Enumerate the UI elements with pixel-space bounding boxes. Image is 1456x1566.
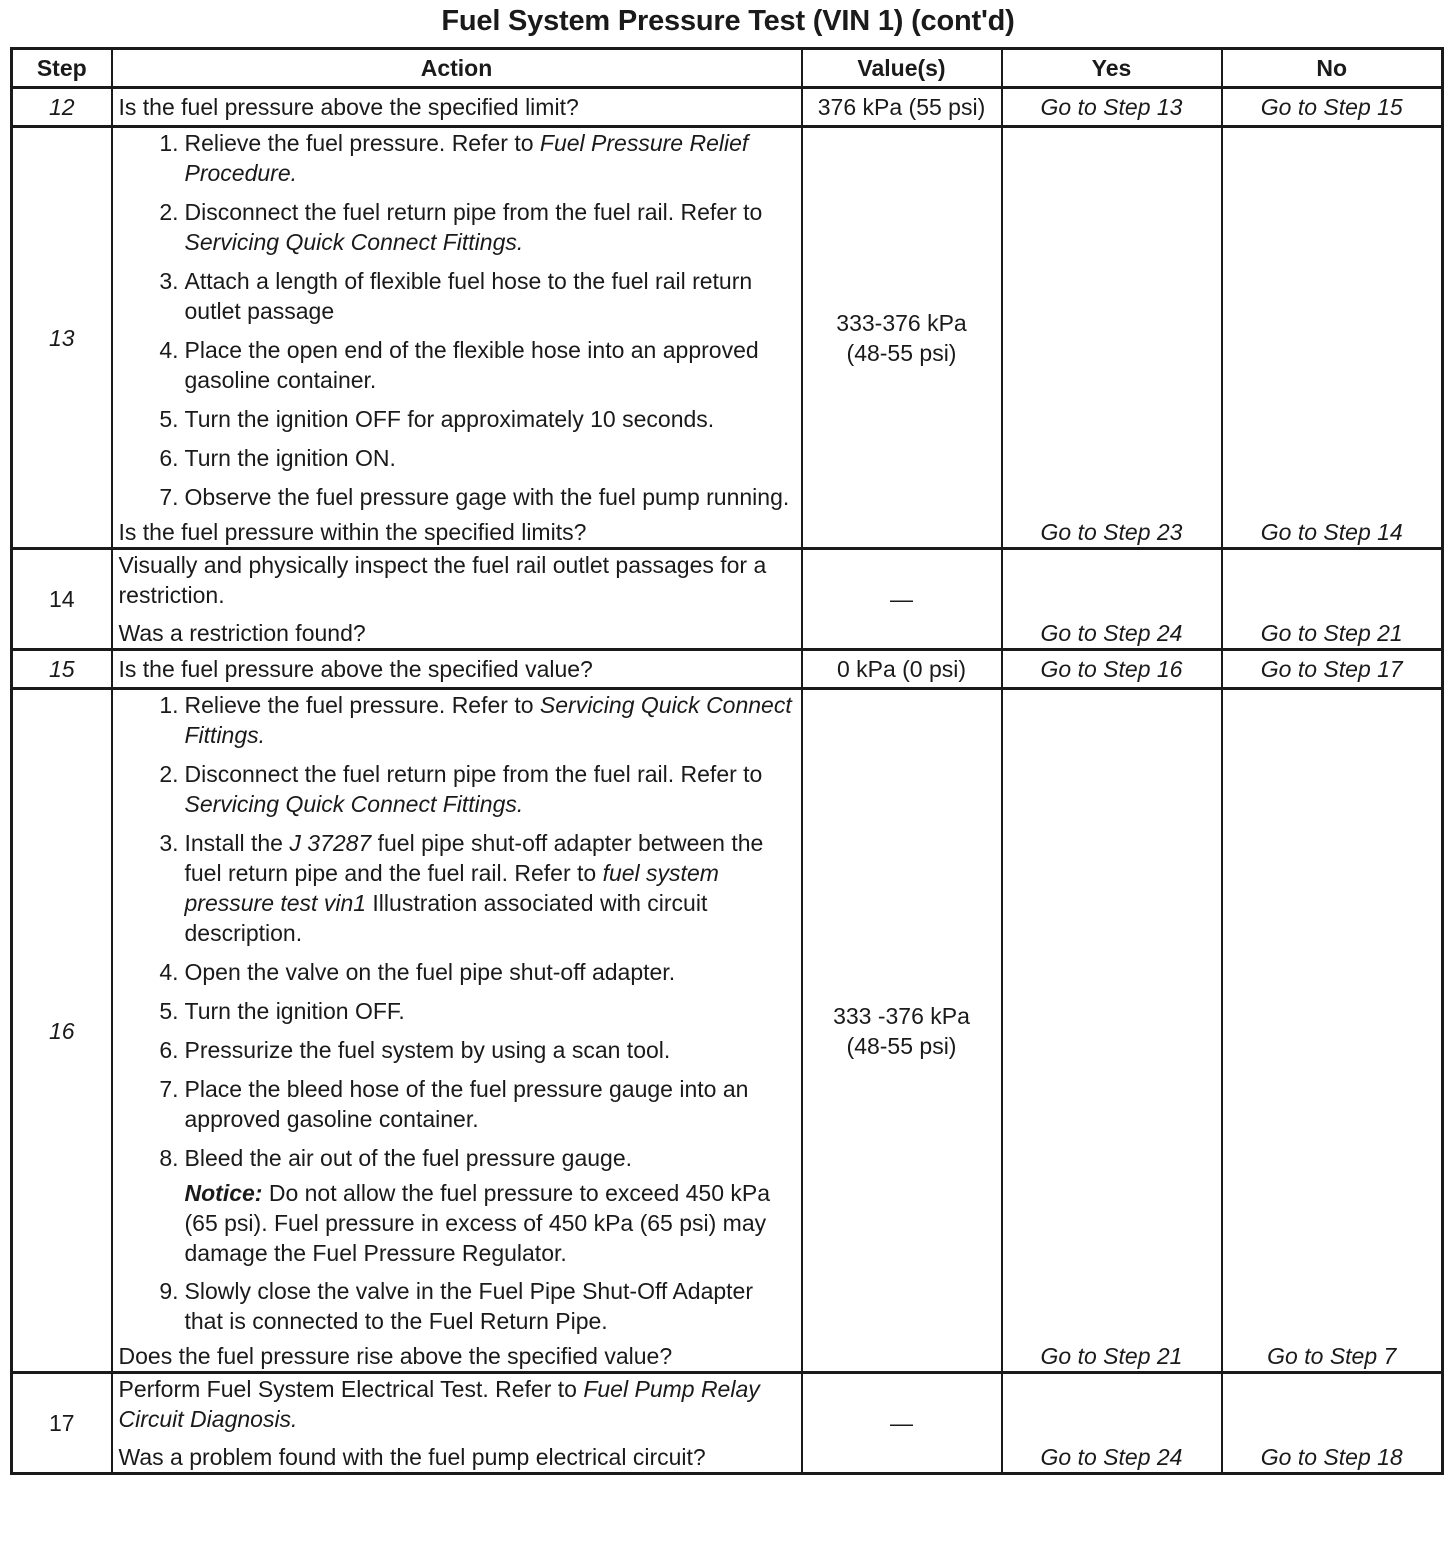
notice-block <box>185 1178 795 1268</box>
item-text: Bleed the air out of the fuel pressure gauge. <box>184 1145 633 1171</box>
step-number: 13 <box>12 127 112 549</box>
value-cell: — <box>802 549 1002 650</box>
item-number: 5. <box>159 998 179 1024</box>
table-row-step-17 <box>12 1373 1443 1474</box>
table-row-step-14 <box>12 549 1443 650</box>
header-step: Step <box>12 49 112 88</box>
yes-link[interactable]: Go to Step 21 <box>1002 689 1222 1373</box>
item-text: Turn the ignition OFF. <box>184 998 405 1024</box>
tool-number: J 37287 <box>289 830 372 856</box>
list-item <box>119 404 795 434</box>
no-link[interactable]: Go to Step 14 <box>1222 127 1443 549</box>
item-number: 2. <box>159 761 179 787</box>
list-item <box>119 197 795 257</box>
item-number: 6. <box>159 445 179 471</box>
action-text <box>119 1374 795 1434</box>
list-item <box>119 690 795 750</box>
list-item <box>119 1035 795 1065</box>
yes-link[interactable]: Go to Step 16 <box>1002 650 1222 689</box>
item-text: Illustration associated with circuit description. <box>184 890 708 946</box>
item-text: Relieve the fuel pressure. Refer to <box>184 692 540 718</box>
value-psi: (48-55 psi) <box>846 1032 957 1059</box>
step-number: 12 <box>12 88 112 127</box>
yes-link[interactable]: Go to Step 24 <box>1002 1373 1222 1474</box>
action-question: Is the fuel pressure within the specified limits? <box>118 519 587 545</box>
list-item <box>119 1276 795 1336</box>
list-item <box>119 957 795 987</box>
value-pressure: 333-376 kPa <box>836 309 967 336</box>
item-text: Attach a length of flexible fuel hose to the fuel rail return outlet passage <box>184 268 753 324</box>
notice-label: Notice: <box>184 1180 263 1206</box>
list-item <box>119 482 795 512</box>
item-number: 3. <box>159 830 179 856</box>
step-number: 17 <box>12 1373 112 1474</box>
item-text: Place the bleed hose of the fuel pressure gauge into an approved gasoline container. <box>184 1076 749 1132</box>
value-cell: 0 kPa (0 psi) <box>802 650 1002 689</box>
procedure-list <box>119 128 795 512</box>
list-item <box>119 1143 795 1173</box>
header-action: Action <box>112 49 802 88</box>
list-item <box>119 128 795 188</box>
step-number: 14 <box>12 549 112 650</box>
value-pressure: 333 -376 kPa <box>833 1002 970 1029</box>
list-item <box>119 443 795 473</box>
item-text: Turn the ignition ON. <box>184 445 396 471</box>
table-row-step-13 <box>12 127 1443 549</box>
action-cell <box>112 689 802 1373</box>
no-link[interactable]: Go to Step 21 <box>1222 549 1443 650</box>
value-cell <box>802 689 1002 1373</box>
item-text: fuel pipe shut-off adapter between the fuel return pipe and the fuel rail. Refer to <box>184 830 764 886</box>
value-psi: (48-55 psi) <box>846 339 957 366</box>
table-header-row <box>12 49 1443 88</box>
item-number: 9. <box>159 1278 179 1304</box>
yes-link[interactable]: Go to Step 13 <box>1002 88 1222 127</box>
item-number: 5. <box>159 406 179 432</box>
item-number: 1. <box>159 130 179 156</box>
list-item <box>119 996 795 1026</box>
action-question: Was a restriction found? <box>118 620 366 646</box>
table-row-step-12 <box>12 88 1443 127</box>
procedure-list-continued <box>119 1276 795 1336</box>
header-yes: Yes <box>1002 49 1222 88</box>
item-number: 8. <box>159 1145 179 1171</box>
action-cell <box>112 127 802 549</box>
table-row-step-16 <box>12 689 1443 1373</box>
item-text: Slowly close the valve in the Fuel Pipe Shut-Off Adapter that is connected to the Fuel Return Pipe. <box>184 1278 753 1334</box>
list-item <box>119 266 795 326</box>
list-item <box>119 1074 795 1134</box>
procedure-reference-link[interactable]: Fuel Pump Relay Circuit Diagnosis. <box>118 1376 760 1432</box>
item-text: Turn the ignition OFF for approximately 10 seconds. <box>184 406 715 432</box>
action-question: Is the fuel pressure above the specified limit? <box>112 88 802 127</box>
action-cell <box>112 1373 802 1474</box>
no-link[interactable]: Go to Step 7 <box>1222 689 1443 1373</box>
item-number: 6. <box>159 1037 179 1063</box>
item-number: 4. <box>159 959 179 985</box>
value-cell: 376 kPa (55 psi) <box>802 88 1002 127</box>
procedure-reference-link[interactable]: Fuel Pressure Relief Procedure. <box>184 130 749 186</box>
item-number: 7. <box>159 1076 179 1102</box>
yes-link[interactable]: Go to Step 23 <box>1002 127 1222 549</box>
step-number: 15 <box>12 650 112 689</box>
item-text: Disconnect the fuel return pipe from the fuel rail. Refer to <box>184 761 763 787</box>
item-text: Perform Fuel System Electrical Test. Refer to <box>118 1376 584 1402</box>
item-number: 2. <box>159 199 179 225</box>
list-item <box>119 828 795 948</box>
action-question: Is the fuel pressure above the specified value? <box>112 650 802 689</box>
diagnostic-table <box>10 47 1444 1475</box>
header-values: Value(s) <box>802 49 1002 88</box>
item-text: Pressurize the fuel system by using a scan tool. <box>184 1037 671 1063</box>
header-no: No <box>1222 49 1443 88</box>
no-link[interactable]: Go to Step 15 <box>1222 88 1443 127</box>
page-title: Fuel System Pressure Test (VIN 1) (cont'd) <box>441 5 1015 37</box>
procedure-reference-link[interactable]: Servicing Quick Connect Fittings. <box>184 229 524 255</box>
item-text: Place the open end of the flexible hose into an approved gasoline container. <box>184 337 759 393</box>
item-number: 3. <box>159 268 179 294</box>
item-text: Open the valve on the fuel pipe shut-off adapter. <box>184 959 676 985</box>
item-text: Relieve the fuel pressure. Refer to <box>184 130 540 156</box>
table-row-step-15 <box>12 650 1443 689</box>
no-link[interactable]: Go to Step 17 <box>1222 650 1443 689</box>
list-item <box>119 759 795 819</box>
procedure-list <box>119 690 795 1173</box>
item-text: Install the <box>184 830 290 856</box>
yes-link[interactable]: Go to Step 24 <box>1002 549 1222 650</box>
action-question: Was a problem found with the fuel pump electrical circuit? <box>118 1444 706 1470</box>
item-text: Observe the fuel pressure gage with the fuel pump running. <box>184 484 790 510</box>
step-number: 16 <box>12 689 112 1373</box>
procedure-reference-link[interactable]: Servicing Quick Connect Fittings. <box>184 692 792 748</box>
item-text: Disconnect the fuel return pipe from the fuel rail. Refer to <box>184 199 763 225</box>
illustration-reference-link[interactable]: fuel system pressure test vin1 <box>184 860 719 916</box>
action-cell <box>112 549 802 650</box>
notice-text: Do not allow the fuel pressure to exceed 450 kPa (65 psi). Fuel pressure in excess of 450 kPa (65 psi) may damage the Fuel Pressure Regulator. <box>184 1180 771 1266</box>
value-cell: — <box>802 1373 1002 1474</box>
no-link[interactable]: Go to Step 18 <box>1222 1373 1443 1474</box>
procedure-reference-link[interactable]: Servicing Quick Connect Fittings. <box>184 791 524 817</box>
item-number: 4. <box>159 337 179 363</box>
item-number: 7. <box>159 484 179 510</box>
value-cell <box>802 127 1002 549</box>
action-text: Visually and physically inspect the fuel rail outlet passages for a restriction. <box>118 552 767 608</box>
item-number: 1. <box>159 692 179 718</box>
list-item <box>119 335 795 395</box>
action-question: Does the fuel pressure rise above the specified value? <box>118 1343 673 1369</box>
